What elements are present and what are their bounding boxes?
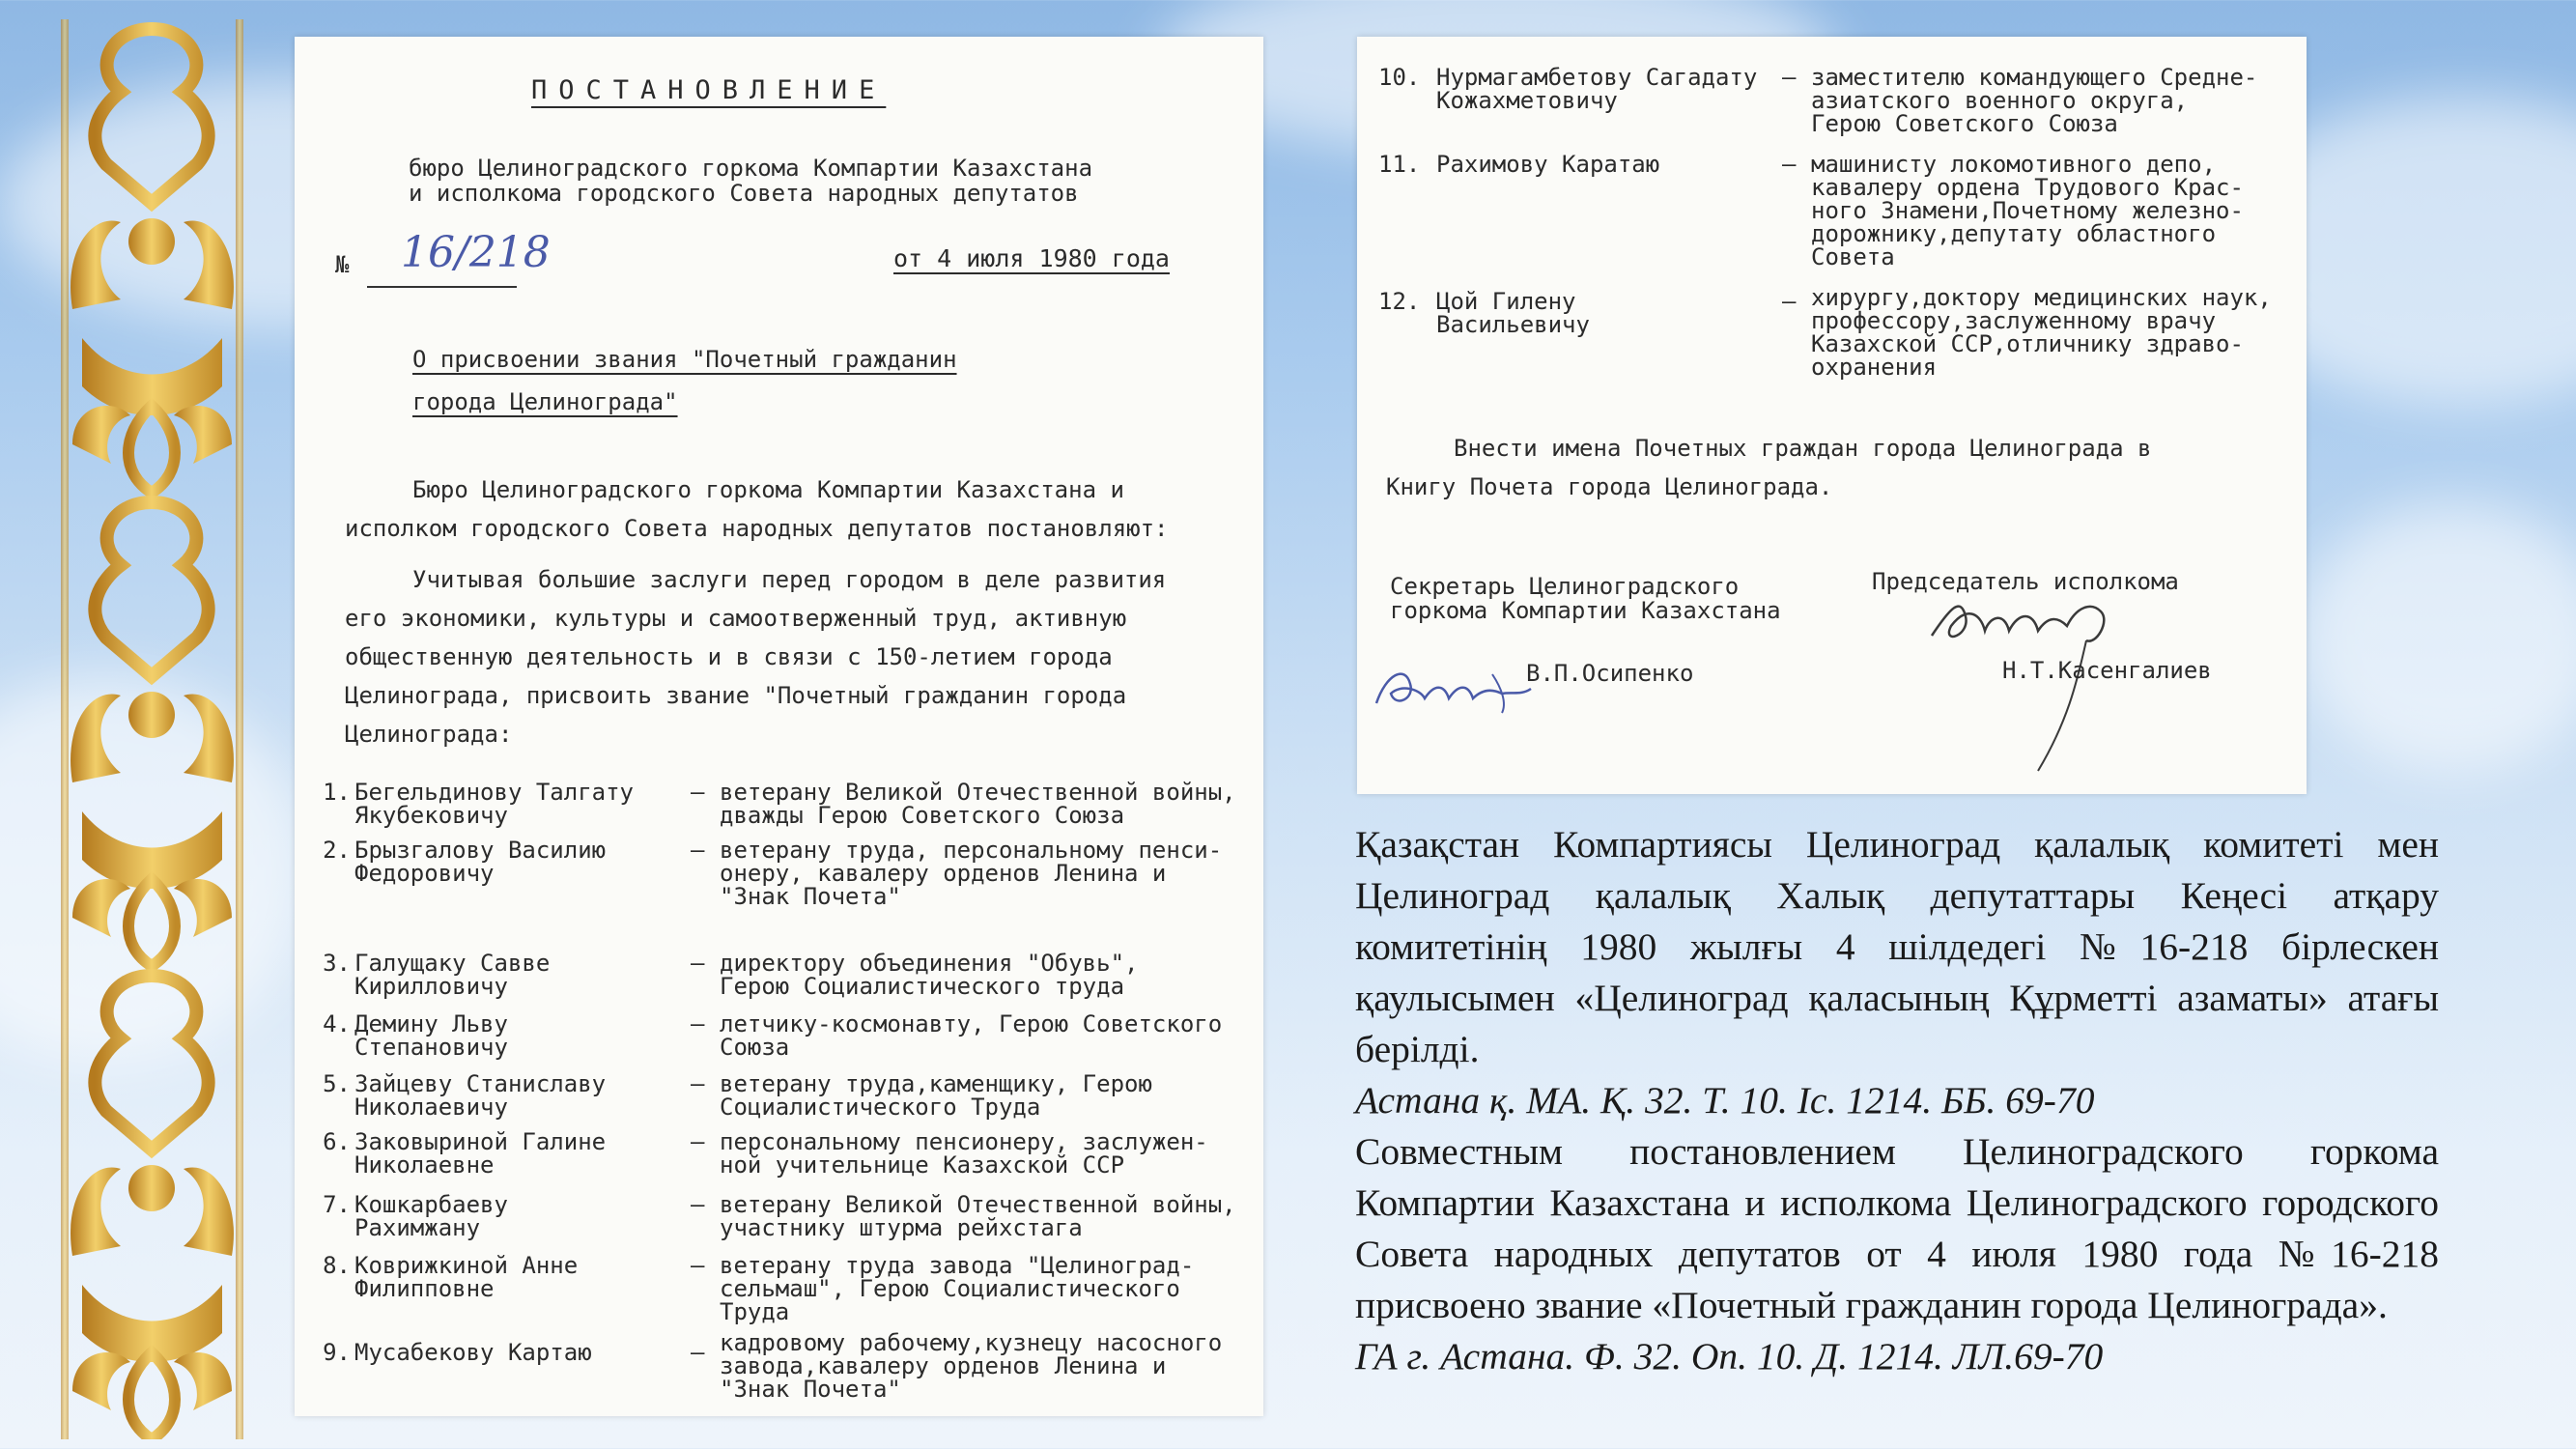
honoree-name: Николаевичу xyxy=(354,1094,508,1121)
honoree-desc: участнику штурма рейхстага xyxy=(720,1214,1083,1241)
honoree-name: Кожахметовичу xyxy=(1436,87,1618,114)
honoree-desc: машинисту локомотивного депо, xyxy=(1811,151,2217,178)
ornament-motif xyxy=(71,29,234,493)
honoree-desc: Совета xyxy=(1811,243,1895,270)
honoree-name: Васильевичу xyxy=(1436,311,1590,338)
honoree-desc: Союза xyxy=(720,1034,790,1061)
signature-kasengaliev xyxy=(1922,587,2164,781)
honoree-desc: завода,кавалеру орденов Ленина и xyxy=(720,1352,1167,1379)
ornament-motif xyxy=(71,502,234,966)
gold-ornament-border xyxy=(53,19,251,1439)
honoree-desc: ветерану Великой Отечественной войны, xyxy=(720,1191,1236,1218)
honoree-desc: дважды Герою Советского Союза xyxy=(720,802,1125,829)
signatory-title: Секретарь Целиноградского xyxy=(1390,573,1740,600)
org-line: и исполкома городского Совета народных депутатов xyxy=(409,180,1079,207)
honoree-desc: сельмаш", Герою Социалистического xyxy=(720,1275,1180,1302)
document-number: 16/218 xyxy=(401,228,551,277)
caption-kazakh-reference: Астана қ. МА. Қ. 32. Т. 10. Іс. 1214. ББ. 69-70 xyxy=(1355,1079,2095,1122)
list-number: 11. xyxy=(1378,151,1421,178)
signature-osipenko xyxy=(1367,645,1541,723)
org-line: бюро Целиноградского горкома Компартии Казахстана xyxy=(409,155,1093,182)
signatory-name: Н.Т.Касенгалиев xyxy=(2002,657,2212,684)
honoree-name: Якубековичу xyxy=(354,802,508,829)
document-page-right: 10. Нурмагамбетову Сагадату Кожахметовичу – заместителю командующего Средне- азиатского военного округа, Герою Советского Союза 11. Рахимову Каратаю – машинисту локомотивного депо, кавалеру ордена Трудового Крас- ного Знамени,Почетному железно- дорожнику,депутату областного Совета 12. Цой Гилену Васильевичу – хирургу,доктору медицинских наук, профессору,заслуженному врачу Казахской ССР,отличнику здраво- охранения Внести имена Почетных граждан города Целинограда в Книгу Почета города Целинограда. Секретарь Целиноградского горкома Компартии Казахстана В.П.Осипенко Председатель исполкома Н.Т.Касенгалиев xyxy=(1357,37,2307,794)
signatory-title: Председатель исполкома xyxy=(1872,568,2179,595)
number-underline xyxy=(367,286,517,288)
caption-block xyxy=(1355,819,2439,1382)
honoree-desc: ветерану труда,каменщику, Герою xyxy=(720,1070,1152,1097)
honoree-desc: ной учительнице Казахской ССР xyxy=(720,1151,1125,1179)
number-prefix: № xyxy=(335,251,350,278)
honoree-name: Цой Гилену xyxy=(1436,288,1576,315)
honoree-name: Филипповне xyxy=(354,1275,495,1302)
honoree-desc: заместителю командующего Средне- xyxy=(1811,64,2258,91)
honoree-desc: ветерану Великой Отечественной войны, xyxy=(720,779,1236,806)
intro-text: Бюро Целиноградского горкома Компартии Казахстана и xyxy=(412,476,1124,503)
honoree-desc: Социалистического Труда xyxy=(720,1094,1041,1121)
closing-text: Книгу Почета города Целинограда. xyxy=(1386,473,1833,500)
honoree-desc: дорожнику,депутату областного xyxy=(1811,220,2217,247)
honoree-name: Галущаку Савве xyxy=(354,950,551,977)
body-text: Учитывая большие заслуги перед городом в деле развития xyxy=(412,566,1167,593)
honoree-desc: хирургу,доктору медицинских наук, xyxy=(1811,284,2272,311)
honoree-desc: азиатского военного округа, xyxy=(1811,87,2189,114)
signatory-title: горкома Компартии Казахстана xyxy=(1390,597,1781,624)
honoree-desc: персональному пенсионеру, заслужен- xyxy=(720,1128,1208,1155)
body-text: его экономики, культуры и самоотверженный труд, активную xyxy=(345,605,1127,632)
honoree-name: Кирилловичу xyxy=(354,973,508,1000)
honoree-name: Брызгалову Василию xyxy=(354,837,607,864)
honoree-desc: кадровому рабочему,кузнецу насосного xyxy=(720,1329,1223,1356)
caption-russian-reference: ГА г. Астана. Ф. 32. Оп. 10. Д. 1214. ЛЛ.69-70 xyxy=(1355,1335,2104,1378)
honoree-desc: Труда xyxy=(720,1298,790,1325)
honoree-name: Николаевне xyxy=(354,1151,495,1179)
honoree-desc: Герою Советского Союза xyxy=(1811,110,2118,137)
honoree-desc: ветерану труда, персональному пенси- xyxy=(720,837,1223,864)
honoree-desc: охранения xyxy=(1811,354,1938,381)
honoree-name: Зайцеву Станиславу xyxy=(354,1070,607,1097)
honoree-desc: летчику-космонавту, Герою Советского xyxy=(720,1010,1223,1037)
honoree-name: Заковыриной Галине xyxy=(354,1128,607,1155)
document-date: от 4 июля 1980 года xyxy=(893,244,1170,272)
honoree-desc: онеру, кавалеру орденов Ленина и xyxy=(720,860,1167,887)
honoree-desc: директору объединения "Обувь", xyxy=(720,950,1139,977)
body-text: Целинограда: xyxy=(345,721,513,748)
honoree-desc: кавалеру ордена Трудового Крас- xyxy=(1811,174,2244,201)
caption-russian: Совместным постановлением Целиноградского горкома Компартии Казахстана и исполкома Целиноградского городского Совета народных депутатов от 4 июля 1980 года №16-218 присвоено звание «Почетный гражданин города Целинограда». xyxy=(1355,1130,2439,1326)
honoree-desc: Герою Социалистического труда xyxy=(720,973,1125,1000)
signatory-name: В.П.Осипенко xyxy=(1526,660,1694,687)
honoree-desc: ного Знамени,Почетному железно- xyxy=(1811,197,2244,224)
closing-text: Внести имена Почетных граждан города Целинограда в xyxy=(1454,435,2152,462)
intro-text: исполком городского Совета народных депутатов постановляют: xyxy=(345,515,1169,542)
honoree-desc: "Знак Почета" xyxy=(720,883,901,910)
subject-line: О присвоении звания "Почетный гражданин xyxy=(412,346,957,373)
background-cloud xyxy=(2299,502,2576,773)
ornament-motif xyxy=(71,976,234,1439)
honoree-name: Мусабекову Картаю xyxy=(354,1339,592,1366)
body-text: Целинограда, присвоить звание "Почетный гражданин города xyxy=(345,682,1127,709)
document-page-left: ПОСТАНОВЛЕНИЕ бюро Целиноградского горкома Компартии Казахстана и исполкома городского Совета народных депутатов № 16/218 от 4 июля 1980 года О присвоении звания "Почетный гражданин города Целинограда" Бюро Целиноградского горкома Компартии Казахстана и исполком городского Совета народных депутатов постановляют: Учитывая большие заслуги перед городом в деле развития его экономики, культуры и самоотверженный труд, активную общественную деятельность и в связи с 150-летием города Целинограда, присвоить звание "Почетный гражданин города Целинограда: 1. Бегельдинову Талгату Якубековичу – ветерану Великой Отечественной войны, дважды Герою Советского Союза 2. Брызгалову Василию Федоровичу – ветерану труда, персональному пенси- онеру, кавалеру орденов Ленина и "Знак Почета" 3. Галущаку Савве Кирилловичу – директору объединения "Обувь", Герою Социалистического труда 4. Демину Льву Степановичу – летчику-космонавту, Герою Советского Союза 5. Зайцеву Станиславу Николаевичу – ветерану труда,каменщику, Герою Социалистического Труда 6. Заковыриной Галине Николаевне – персональному пенсионеру, заслужен- ной учительнице Казахской ССР 7. Кошкарбаеву Рахимжану – ветерану Великой Отечественной войны, участнику штурма рейхстага 8. Коврижкиной Анне Филипповне – ветерану труда завода "Целиноград- сельмаш", Герою Социалистического Труда 9. Мусабекову Картаю – кадровому рабочему,кузнецу насосного завода,кавалеру орденов Ленина и "Знак Почета" xyxy=(295,37,1263,1416)
list-number: 10. xyxy=(1378,64,1421,91)
body-text: общественную деятельность и в связи с 150-летием города xyxy=(345,643,1113,670)
honoree-name: Кошкарбаеву xyxy=(354,1191,508,1218)
honoree-desc: профессору,заслуженному врачу xyxy=(1811,307,2217,334)
honoree-name: Степановичу xyxy=(354,1034,508,1061)
honoree-name: Федоровичу xyxy=(354,860,495,887)
honoree-desc: ветерану труда завода "Целиноград- xyxy=(720,1252,1195,1279)
honoree-name: Коврижкиной Анне xyxy=(354,1252,579,1279)
honoree-name: Нурмагамбетову Сагадату xyxy=(1436,64,1758,91)
honoree-name: Рахимову Каратаю xyxy=(1436,151,1660,178)
document-title: ПОСТАНОВЛЕНИЕ xyxy=(531,75,887,105)
honoree-name: Демину Льву xyxy=(354,1010,508,1037)
honoree-desc: Казахской ССР,отличнику здраво- xyxy=(1811,330,2244,357)
honoree-desc: "Знак Почета" xyxy=(720,1376,901,1403)
subject-line: города Целинограда" xyxy=(412,388,678,415)
honoree-name: Рахимжану xyxy=(354,1214,481,1241)
list-number: 12. xyxy=(1378,288,1421,315)
honoree-name: Бегельдинову Талгату xyxy=(354,779,634,806)
caption-kazakh: Қазақстан Компартиясы Целиноград қалалық комитеті мен Целиноград қалалық Халық депутаттары Кеңесі атқару комитетінің 1980 жылғы 4 шілдедегі №16-218 бірлескен қаулысымен «Целиноград қаласының Құрметті азаматы» атағы берілді. xyxy=(1355,823,2439,1070)
